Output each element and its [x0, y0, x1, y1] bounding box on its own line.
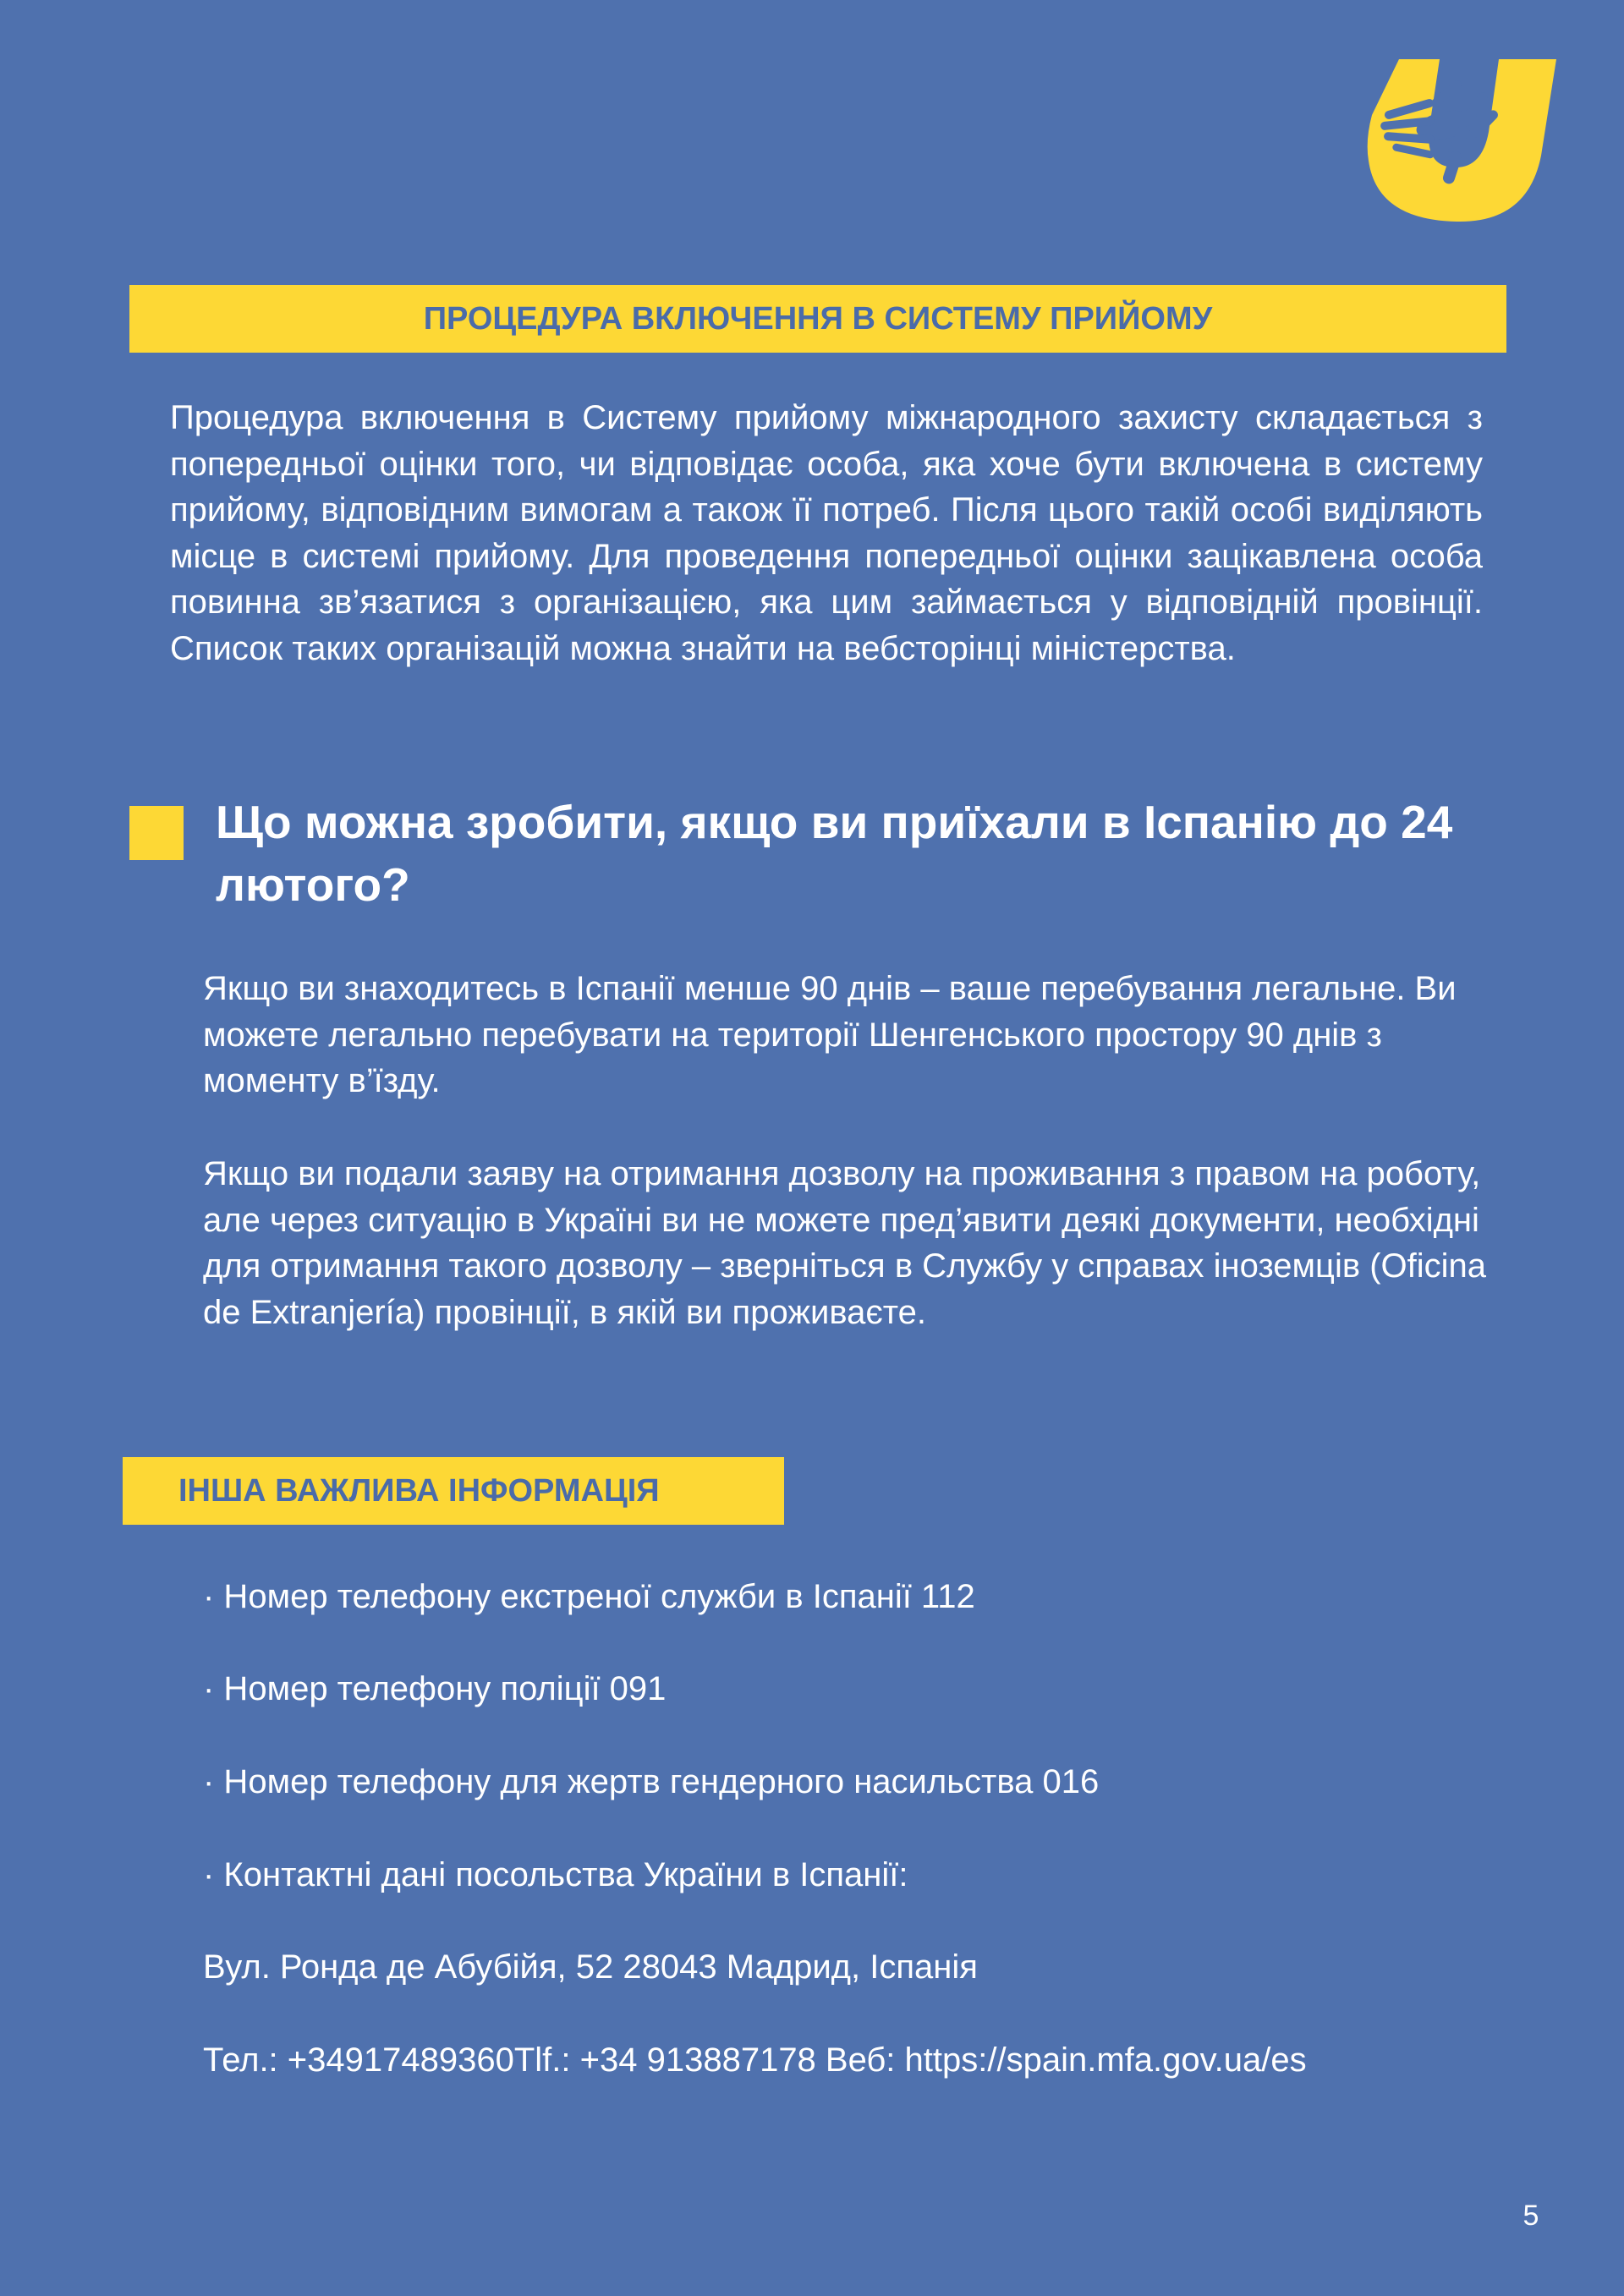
ukraine-help-hands-logo-icon	[1362, 56, 1556, 225]
embassy-phone-web	[203, 2037, 1522, 2083]
heading-marker	[129, 806, 184, 860]
section-banner-other-info: ІНША ВАЖЛИВА ІНФОРМАЦІЯ	[123, 1457, 784, 1525]
section-heading-arrived-before-feb24: Що можна зробити, якщо ви приїхали в Іспанію до 24 лютого?	[216, 796, 1453, 911]
section-banner-reception-procedure: ПРОЦЕДУРА ВКЛЮЧЕННЯ В СИСТЕМУ ПРИЙОМУ	[129, 285, 1506, 353]
embassy-website-link[interactable]: https://spain.mfa.gov.ua/es	[904, 2041, 1307, 2079]
residence-permit-paragraph: Якщо ви подали заяву на отримання дозволу на проживання з правом на роботу, але через ситуацію в Україні ви не можете пред’явити деякі документи, необхідні для отримання такого дозволу – зверніться в Службу у справах іноземців (Oficina de Extranjería) провінції, в якій ви проживаєте.	[203, 1155, 1487, 1331]
page-number: 5	[1522, 2200, 1539, 2232]
police-number-item: · Номер телефону поліції 091	[203, 1670, 667, 1707]
stay-under-90-days-paragraph: Якщо ви знаходитесь в Іспанії менше 90 днів – ваше перебування легальне. Ви можете легально перебувати на території Шенгенського простору 90 днів з моменту в’їзду.	[203, 970, 1457, 1099]
embassy-contacts-item: · Контактні дані посольства України в Іспанії:	[203, 1856, 908, 1893]
reception-procedure-paragraph: Процедура включення в Систему прийому міжнародного захисту складається з попередньої оцінки того, чи відповідає особа, яка хоче бути включена в систему прийому, відповідним вимогам а також її потреб. Після цього такій особі виділяють місце в системі прийому. Для проведення попередньої оцінки зацікавлена особа повинна зв’язатися з організацією, яка цим займається у відповідній провінції. Список таких організацій можна знайти на вебсторінці міністерства.	[170, 399, 1483, 667]
embassy-address: Вул. Ронда де Абубійя, 52 28043 Мадрид, Іспанія	[203, 1948, 978, 1986]
emergency-number-item: · Номер телефону екстреної служби в Іспанії 112	[203, 1578, 975, 1615]
embassy-phones-text: Тел.: +34917489360Tlf.: +34 913887178 Веб:	[203, 2041, 905, 2079]
gender-violence-number-item: · Номер телефону для жертв гендерного насильства 016	[203, 1763, 1100, 1800]
